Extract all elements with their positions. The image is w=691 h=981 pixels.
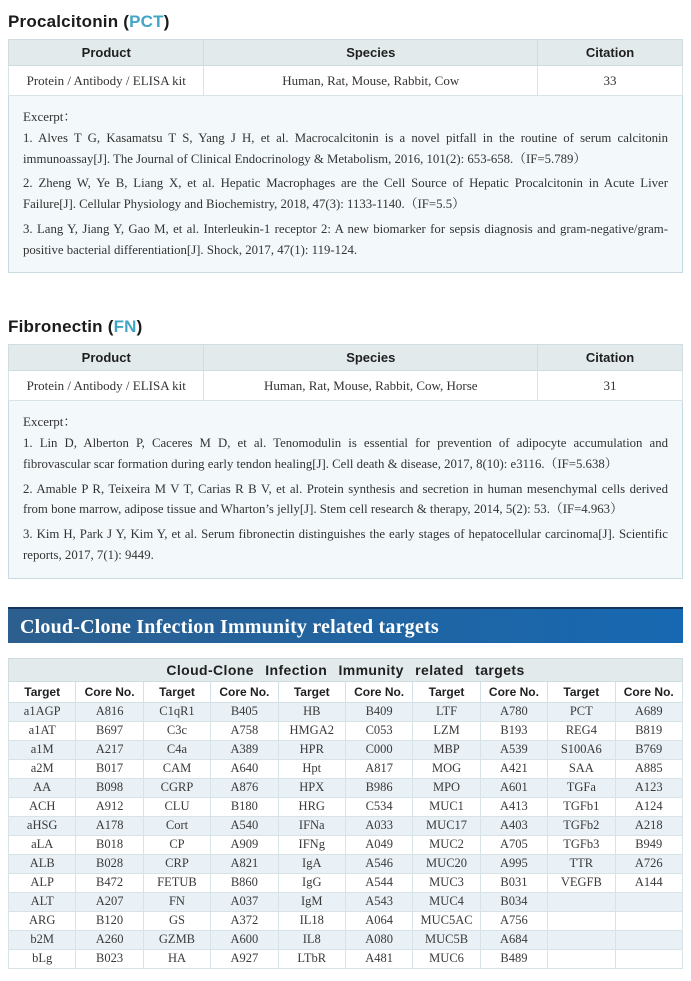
targets-table-row: [9, 949, 683, 968]
target-cell: MOG: [413, 759, 480, 778]
product-cell: 31: [538, 371, 683, 401]
target-cell: A064: [345, 911, 412, 930]
target-cell: IL8: [278, 930, 345, 949]
product-cell: 33: [538, 66, 683, 96]
target-cell: A539: [480, 740, 547, 759]
target-cell: B405: [211, 702, 278, 721]
target-cell: A540: [211, 816, 278, 835]
target-cell: aLA: [9, 835, 76, 854]
paren-close: ): [136, 317, 143, 337]
target-cell: B120: [76, 911, 143, 930]
target-cell: A080: [345, 930, 412, 949]
target-cell: MUC4: [413, 892, 480, 911]
target-cell: a2M: [9, 759, 76, 778]
target-cell: A758: [211, 721, 278, 740]
column-header: Core No.: [345, 681, 412, 702]
target-cell: MUC2: [413, 835, 480, 854]
target-cell: [615, 892, 682, 911]
target-cell: A178: [76, 816, 143, 835]
banner: [8, 607, 683, 643]
target-cell: AA: [9, 778, 76, 797]
column-header: Species: [204, 345, 538, 371]
target-cell: MUC5AC: [413, 911, 480, 930]
target-cell: A217: [76, 740, 143, 759]
target-cell: MUC6: [413, 949, 480, 968]
column-header: Core No.: [615, 681, 682, 702]
target-cell: GZMB: [143, 930, 210, 949]
product-cell: Human, Rat, Mouse, Rabbit, Cow, Horse: [204, 371, 538, 401]
target-cell: ACH: [9, 797, 76, 816]
target-cell: B180: [211, 797, 278, 816]
column-header: Product: [9, 345, 204, 371]
target-cell: bLg: [9, 949, 76, 968]
target-cell: MUC5B: [413, 930, 480, 949]
target-cell: C534: [345, 797, 412, 816]
target-cell: B017: [76, 759, 143, 778]
product-table-procalcitonin: [8, 39, 683, 96]
target-cell: LZM: [413, 721, 480, 740]
target-cell: C000: [345, 740, 412, 759]
targets-table: [8, 658, 683, 969]
target-cell: CP: [143, 835, 210, 854]
reference-item: 2. Zheng W, Ye B, Liang X, et al. Hepatic Macrophages are the Cell Source of Hepatic Procalcitonin in Acute Liver Failure[J]. Cellular Physiology and Biochemistry, 2018, 47(3): 1133-1140.（IF=5.5）: [23, 176, 668, 212]
target-cell: IFNa: [278, 816, 345, 835]
target-cell: B031: [480, 873, 547, 892]
target-cell: A689: [615, 702, 682, 721]
targets-table-body: [9, 702, 683, 968]
target-cell: MUC1: [413, 797, 480, 816]
targets-table-row: [9, 835, 683, 854]
target-cell: B697: [76, 721, 143, 740]
reference-item: 3. Lang Y, Jiang Y, Gao M, et al. Interleukin-1 receptor 2: A new biomarker for sepsis diagnosis and gram-negative/gram-positive bacterial differentiation[J]. Shock, 2017, 47(1): 119-124.: [23, 221, 668, 257]
target-cell: a1AGP: [9, 702, 76, 721]
targets-table-row: [9, 759, 683, 778]
target-cell: A885: [615, 759, 682, 778]
target-cell: A207: [76, 892, 143, 911]
target-cell: A817: [345, 759, 412, 778]
target-cell: A413: [480, 797, 547, 816]
target-cell: A543: [345, 892, 412, 911]
target-cell: ARG: [9, 911, 76, 930]
target-cell: C3c: [143, 721, 210, 740]
column-header: Citation: [538, 40, 683, 66]
target-cell: B409: [345, 702, 412, 721]
target-cell: S100A6: [548, 740, 615, 759]
target-cell: FETUB: [143, 873, 210, 892]
target-cell: VEGFB: [548, 873, 615, 892]
target-cell: GS: [143, 911, 210, 930]
paren-open: (: [123, 12, 130, 31]
target-cell: ALB: [9, 854, 76, 873]
target-cell: CAM: [143, 759, 210, 778]
reference-list: [23, 433, 668, 565]
target-cell: IgG: [278, 873, 345, 892]
target-cell: A260: [76, 930, 143, 949]
product-table-data-row: [9, 66, 683, 96]
target-cell: Hpt: [278, 759, 345, 778]
target-cell: A481: [345, 949, 412, 968]
target-cell: TGFb2: [548, 816, 615, 835]
target-cell: aHSG: [9, 816, 76, 835]
targets-table-title: Cloud-Clone Infection Immunity related targets: [9, 658, 683, 681]
excerpt-label: Excerpt：: [23, 109, 77, 124]
targets-table-row: [9, 702, 683, 721]
target-cell: C4a: [143, 740, 210, 759]
targets-table-row: [9, 854, 683, 873]
product-cell: Protein / Antibody / ELISA kit: [9, 371, 204, 401]
target-cell: B949: [615, 835, 682, 854]
target-cell: B034: [480, 892, 547, 911]
target-cell: [615, 949, 682, 968]
section-heading-procalcitonin: [8, 12, 683, 32]
paren-close: ): [163, 12, 170, 31]
section-abbr: PCT: [129, 12, 164, 31]
section-title-text: Procalcitonin: [8, 12, 119, 31]
target-cell: A546: [345, 854, 412, 873]
target-cell: MUC17: [413, 816, 480, 835]
section-abbr: FN: [113, 317, 137, 337]
target-cell: A218: [615, 816, 682, 835]
reference-list: [23, 128, 668, 260]
target-cell: A705: [480, 835, 547, 854]
paren-open: (: [107, 317, 114, 337]
target-cell: A909: [211, 835, 278, 854]
target-cell: [615, 930, 682, 949]
target-cell: A927: [211, 949, 278, 968]
target-cell: HMGA2: [278, 721, 345, 740]
targets-table-title-row: [9, 658, 683, 681]
target-cell: B023: [76, 949, 143, 968]
target-cell: IgM: [278, 892, 345, 911]
target-cell: HPR: [278, 740, 345, 759]
targets-table-row: [9, 721, 683, 740]
product-table-header-row: [9, 40, 683, 66]
target-cell: HA: [143, 949, 210, 968]
target-cell: MBP: [413, 740, 480, 759]
column-header: Target: [143, 681, 210, 702]
column-header: Target: [548, 681, 615, 702]
reference-item: 3. Kim H, Park J Y, Kim Y, et al. Serum fibronectin distinguishes the early stages of hepatocellular carcinoma[J]. Scientific reports, 2017, 7(1): 9449.: [23, 527, 668, 562]
target-cell: b2M: [9, 930, 76, 949]
target-cell: IL18: [278, 911, 345, 930]
target-cell: LTbR: [278, 949, 345, 968]
column-header: Target: [9, 681, 76, 702]
target-cell: A421: [480, 759, 547, 778]
product-table-header-row: [9, 345, 683, 371]
column-header: Core No.: [211, 681, 278, 702]
target-cell: A389: [211, 740, 278, 759]
product-cell: Protein / Antibody / ELISA kit: [9, 66, 204, 96]
target-cell: A726: [615, 854, 682, 873]
target-cell: C1qR1: [143, 702, 210, 721]
target-cell: A123: [615, 778, 682, 797]
excerpt-box-procalcitonin: [8, 96, 683, 273]
target-cell: Cort: [143, 816, 210, 835]
target-cell: A544: [345, 873, 412, 892]
target-cell: LTF: [413, 702, 480, 721]
targets-table-row: [9, 873, 683, 892]
target-cell: [548, 911, 615, 930]
section-heading-fibronectin: [8, 317, 683, 337]
targets-table-row: [9, 797, 683, 816]
product-table-data-row: [9, 371, 683, 401]
target-cell: MUC20: [413, 854, 480, 873]
column-header: Species: [204, 40, 538, 66]
column-header: Product: [9, 40, 204, 66]
target-cell: MPO: [413, 778, 480, 797]
target-cell: A049: [345, 835, 412, 854]
target-cell: A756: [480, 911, 547, 930]
target-cell: A601: [480, 778, 547, 797]
targets-table-header-row: [9, 681, 683, 702]
target-cell: HPX: [278, 778, 345, 797]
target-cell: A780: [480, 702, 547, 721]
target-cell: MUC3: [413, 873, 480, 892]
target-cell: REG4: [548, 721, 615, 740]
target-cell: CRP: [143, 854, 210, 873]
target-cell: A600: [211, 930, 278, 949]
target-cell: TTR: [548, 854, 615, 873]
target-cell: TGFa: [548, 778, 615, 797]
target-cell: [615, 911, 682, 930]
reference-item: 1. Alves T G, Kasamatsu T S, Yang J H, et al. Macrocalcitonin is a novel pitfall in the routine of serum calcitonin immunoassay[J]. The Journal of Clinical Endocrinology & Metabolism, 2016, 101(2): 653-658.（IF=5.789）: [23, 131, 668, 166]
target-cell: IgA: [278, 854, 345, 873]
target-cell: C053: [345, 721, 412, 740]
target-cell: TGFb1: [548, 797, 615, 816]
target-cell: ALP: [9, 873, 76, 892]
column-header: Core No.: [76, 681, 143, 702]
targets-table-row: [9, 778, 683, 797]
target-cell: A033: [345, 816, 412, 835]
target-cell: SAA: [548, 759, 615, 778]
target-cell: HB: [278, 702, 345, 721]
target-cell: A876: [211, 778, 278, 797]
target-cell: A144: [615, 873, 682, 892]
target-cell: A816: [76, 702, 143, 721]
column-header: Target: [278, 681, 345, 702]
target-cell: A124: [615, 797, 682, 816]
excerpt-box-fibronectin: [8, 401, 683, 578]
target-cell: a1M: [9, 740, 76, 759]
target-cell: A037: [211, 892, 278, 911]
column-header: Target: [413, 681, 480, 702]
target-cell: CGRP: [143, 778, 210, 797]
target-cell: A640: [211, 759, 278, 778]
target-cell: IFNg: [278, 835, 345, 854]
product-cell: Human, Rat, Mouse, Rabbit, Cow: [204, 66, 538, 96]
target-cell: A403: [480, 816, 547, 835]
target-cell: B769: [615, 740, 682, 759]
column-header: Core No.: [480, 681, 547, 702]
reference-item: 2. Amable P R, Teixeira M V T, Carias R B V, et al. Protein synthesis and secretion in human mesenchymal cells derived from bone marrow, adipose tissue and Wharton’s jelly[J]. Stem cell research & therapy, 2014, 5(2): 53.（IF=4.963）: [23, 481, 668, 517]
product-table-fibronectin: [8, 344, 683, 401]
target-cell: B193: [480, 721, 547, 740]
target-cell: HRG: [278, 797, 345, 816]
target-cell: a1AT: [9, 721, 76, 740]
target-cell: A684: [480, 930, 547, 949]
target-cell: B860: [211, 873, 278, 892]
column-header: Citation: [538, 345, 683, 371]
target-cell: TGFb3: [548, 835, 615, 854]
targets-table-row: [9, 892, 683, 911]
target-cell: B098: [76, 778, 143, 797]
target-cell: A372: [211, 911, 278, 930]
excerpt-label: Excerpt：: [23, 414, 77, 430]
target-cell: ALT: [9, 892, 76, 911]
target-cell: B018: [76, 835, 143, 854]
target-cell: FN: [143, 892, 210, 911]
section-title-text: Fibronectin: [8, 317, 103, 337]
target-cell: [548, 892, 615, 911]
target-cell: A912: [76, 797, 143, 816]
banner-title: Cloud-Clone Infection Immunity related targets: [20, 615, 439, 638]
target-cell: [548, 930, 615, 949]
targets-table-row: [9, 740, 683, 759]
target-cell: B472: [76, 873, 143, 892]
target-cell: B986: [345, 778, 412, 797]
target-cell: B819: [615, 721, 682, 740]
target-cell: A821: [211, 854, 278, 873]
targets-table-row: [9, 911, 683, 930]
target-cell: CLU: [143, 797, 210, 816]
target-cell: B489: [480, 949, 547, 968]
targets-table-row: [9, 816, 683, 835]
target-cell: A995: [480, 854, 547, 873]
target-cell: PCT: [548, 702, 615, 721]
targets-table-row: [9, 930, 683, 949]
reference-item: 1. Lin D, Alberton P, Caceres M D, et al. Tenomodulin is essential for prevention of adipocyte accumulation and fibrovascular scar formation during early tendon healing[J]. Cell death & disease, 2017, 8(10): e3116.（IF=5.638）: [23, 436, 668, 472]
target-cell: B028: [76, 854, 143, 873]
target-cell: [548, 949, 615, 968]
